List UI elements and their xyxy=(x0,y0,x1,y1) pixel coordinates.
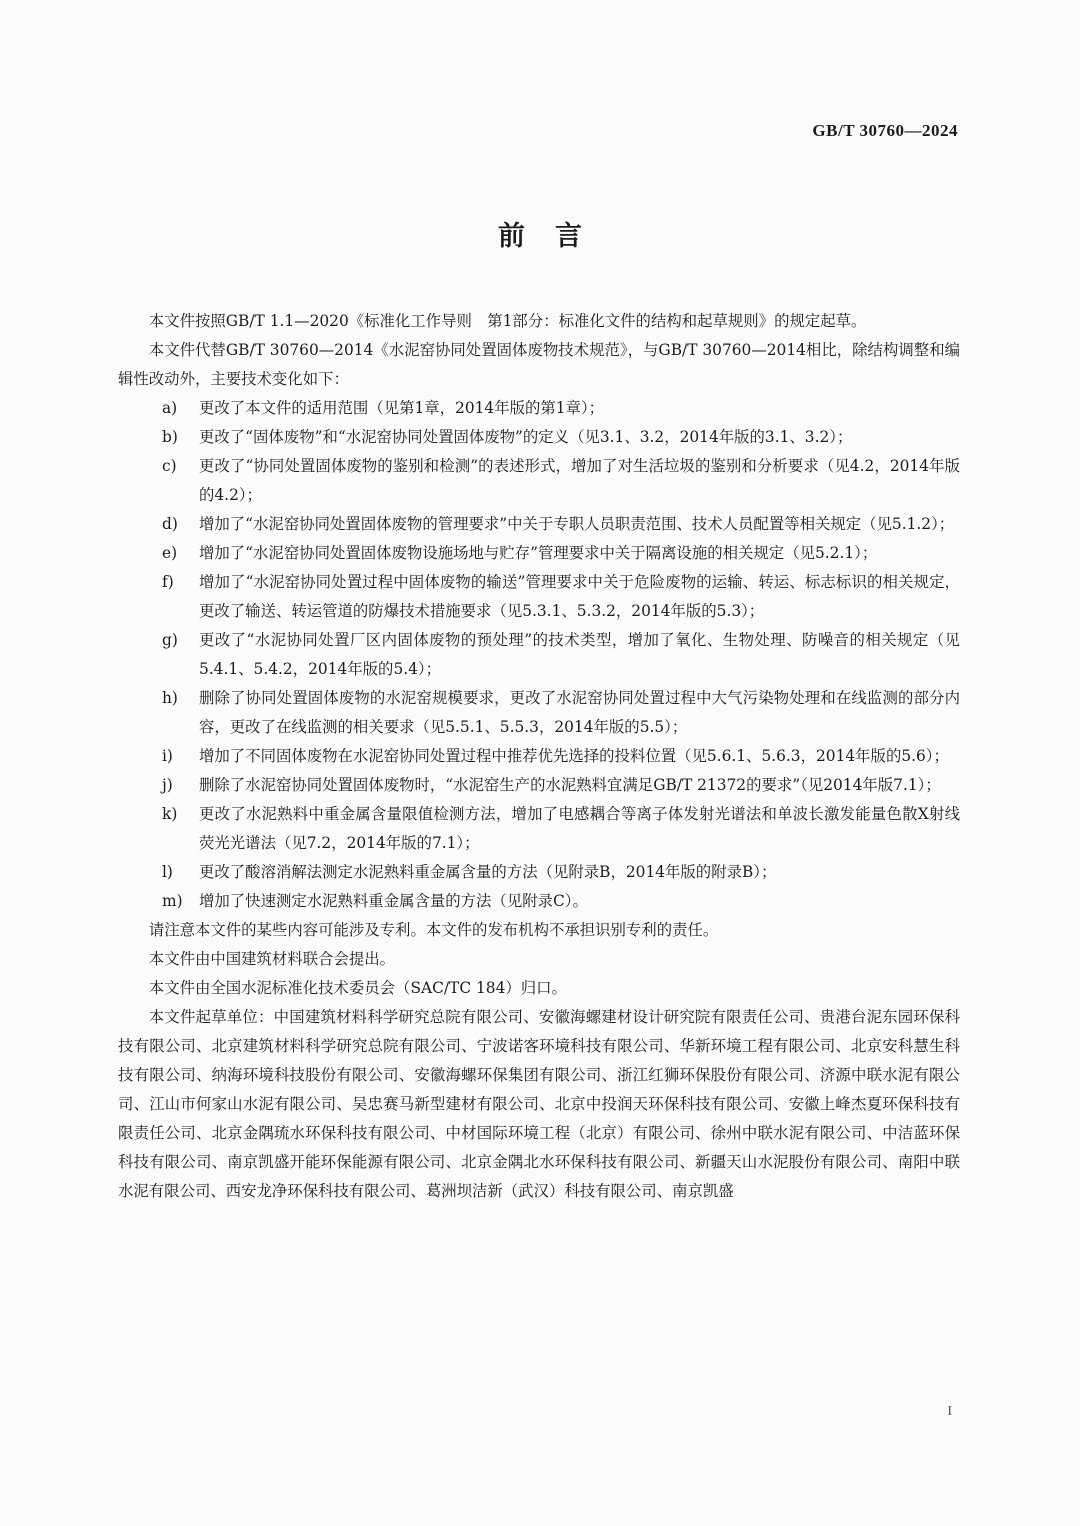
list-item-text: 更改了“水泥协同处置厂区内固体废物的预处理”的技术类型，增加了氧化、生物处理、防噪音的相关规定（见5.4.1、5.4.2，2014年版的5.4）； xyxy=(199,631,960,678)
list-marker: l) xyxy=(162,863,173,881)
list-item-text: 删除了水泥窑协同处置固体废物时，“水泥窑生产的水泥熟料宜满足GB/T 21372的要求”（见2014年版7.1）； xyxy=(199,776,941,794)
list-item xyxy=(118,510,960,539)
list-item xyxy=(118,800,960,858)
list-item-text: 更改了本文件的适用范围（见第1章，2014年版的第1章）； xyxy=(199,399,605,417)
intro-paragraph-2: 本文件代替GB/T 30760—2014《水泥窑协同处置固体废物技术规范》，与GB/T 30760—2014相比，除结构调整和编辑性改动外，主要技术变化如下： xyxy=(118,341,960,388)
patent-notice: 请注意本文件的某些内容可能涉及专利。本文件的发布机构不承担识别专利的责任。 xyxy=(148,921,719,939)
list-item xyxy=(118,887,960,916)
list-item xyxy=(118,539,960,568)
standard-code: GB/T 30760—2024 xyxy=(812,121,958,140)
document-body xyxy=(118,307,960,1206)
list-item-text: 删除了协同处置固体废物的水泥窑规模要求，更改了水泥窑协同处置过程中大气污染物处理和在线监测的部分内容，更改了在线监测的相关要求（见5.5.1、5.5.3，2014年版的5.5）； xyxy=(199,689,960,736)
list-marker: b) xyxy=(162,428,178,446)
list-item-text: 更改了“协同处置固体废物的鉴别和检测”的表述形式，增加了对生活垃圾的鉴别和分析要求（见4.2，2014年版的4.2）； xyxy=(199,457,960,504)
list-item xyxy=(118,394,960,423)
list-item-text: 增加了不同固体废物在水泥窑协同处置过程中推荐优先选择的投料位置（见5.6.1、5.6.3，2014年版的5.6）； xyxy=(199,747,949,765)
list-item-text: 更改了酸溶消解法测定水泥熟料重金属含量的方法（见附录B，2014年版的附录B）； xyxy=(199,863,777,881)
list-item xyxy=(118,452,960,510)
list-item xyxy=(118,626,960,684)
list-marker: j) xyxy=(162,776,173,794)
list-item-text: 增加了快速测定水泥熟料重金属含量的方法（见附录C）。 xyxy=(199,892,588,910)
list-item xyxy=(118,771,960,800)
list-item xyxy=(118,423,960,452)
list-item-text: 增加了“水泥窑协同处置固体废物的管理要求”中关于专职人员职责范围、技术人员配置等相关规定（见5.1.2）； xyxy=(199,515,955,533)
committee-paragraph: 本文件由全国水泥标准化技术委员会（SAC/TC 184）归口。 xyxy=(148,979,567,997)
list-item-text: 增加了“水泥窑协同处置固体废物设施场地与贮存”管理要求中关于隔离设施的相关规定（见5.2.1）； xyxy=(199,544,878,562)
list-item xyxy=(118,684,960,742)
drafting-units-paragraph: 本文件起草单位：中国建筑材料科学研究总院有限公司、安徽海螺建材设计研究院有限责任公司、贵港台泥东园环保科技有限公司、北京建筑材料科学研究总院有限公司、宁波诺客环境科技有限公司、华新环境工程有限公司、北京安科慧生科技有限公司、纳海环境科技股份有限公司、安徽海螺环保集团有限公司、浙江红狮环保股份有限公司、济源中联水泥有限公司、江山市何家山水泥有限公司、吴忠赛马新型建材有限公司、北京中投润天环保科技有限公司、安徽上峰杰夏环保科技有限责任公司、北京金隅琉水环保科技有限公司、中材国际环境工程（北京）有限公司、徐州中联水泥有限公司、中洁蓝环保科技有限公司、南京凯盛开能环保能源有限公司、北京金隅北水环保科技有限公司、新疆天山水泥股份有限公司、南阳中联水泥有限公司、西安龙净环保科技有限公司、葛洲坝洁新（武汉）科技有限公司、南京凯盛 xyxy=(118,1008,960,1200)
list-marker: k) xyxy=(162,805,178,823)
list-marker: f) xyxy=(162,573,174,591)
list-marker: a) xyxy=(162,399,178,417)
list-marker: d) xyxy=(162,515,178,533)
list-marker: h) xyxy=(162,689,178,707)
list-item-text: 更改了水泥熟料中重金属含量限值检测方法，增加了电感耦合等离子体发射光谱法和单波长激发能量色散X射线荧光光谱法（见7.2，2014年版的7.1）； xyxy=(199,805,960,852)
list-marker: e) xyxy=(162,544,178,562)
list-item xyxy=(118,858,960,887)
list-item-text: 更改了“固体废物”和“水泥窑协同处置固体废物”的定义（见3.1、3.2，2014年版的3.1、3.2）； xyxy=(199,428,853,446)
intro-paragraph-1: 本文件按照GB/T 1.1—2020《标准化工作导则 第1部分：标准化文件的结构和起草规则》的规定起草。 xyxy=(148,312,867,330)
list-marker: m) xyxy=(162,892,183,910)
list-marker: i) xyxy=(162,747,173,765)
list-item xyxy=(118,568,960,626)
proposer-paragraph: 本文件由中国建筑材料联合会提出。 xyxy=(148,950,396,968)
technical-changes-list xyxy=(118,394,960,916)
list-item-text: 增加了“水泥窑协同处置过程中固体废物的输送”管理要求中关于危险废物的运输、转运、标志标识的相关规定，更改了输送、转运管道的防爆技术措施要求（见5.3.1、5.3.2，2014年版的5.3）； xyxy=(199,573,960,620)
page-number: I xyxy=(947,1404,952,1419)
list-marker: c) xyxy=(162,457,177,475)
list-marker: g) xyxy=(162,631,178,649)
list-item xyxy=(118,742,960,771)
page-title: 前言 xyxy=(498,221,612,252)
